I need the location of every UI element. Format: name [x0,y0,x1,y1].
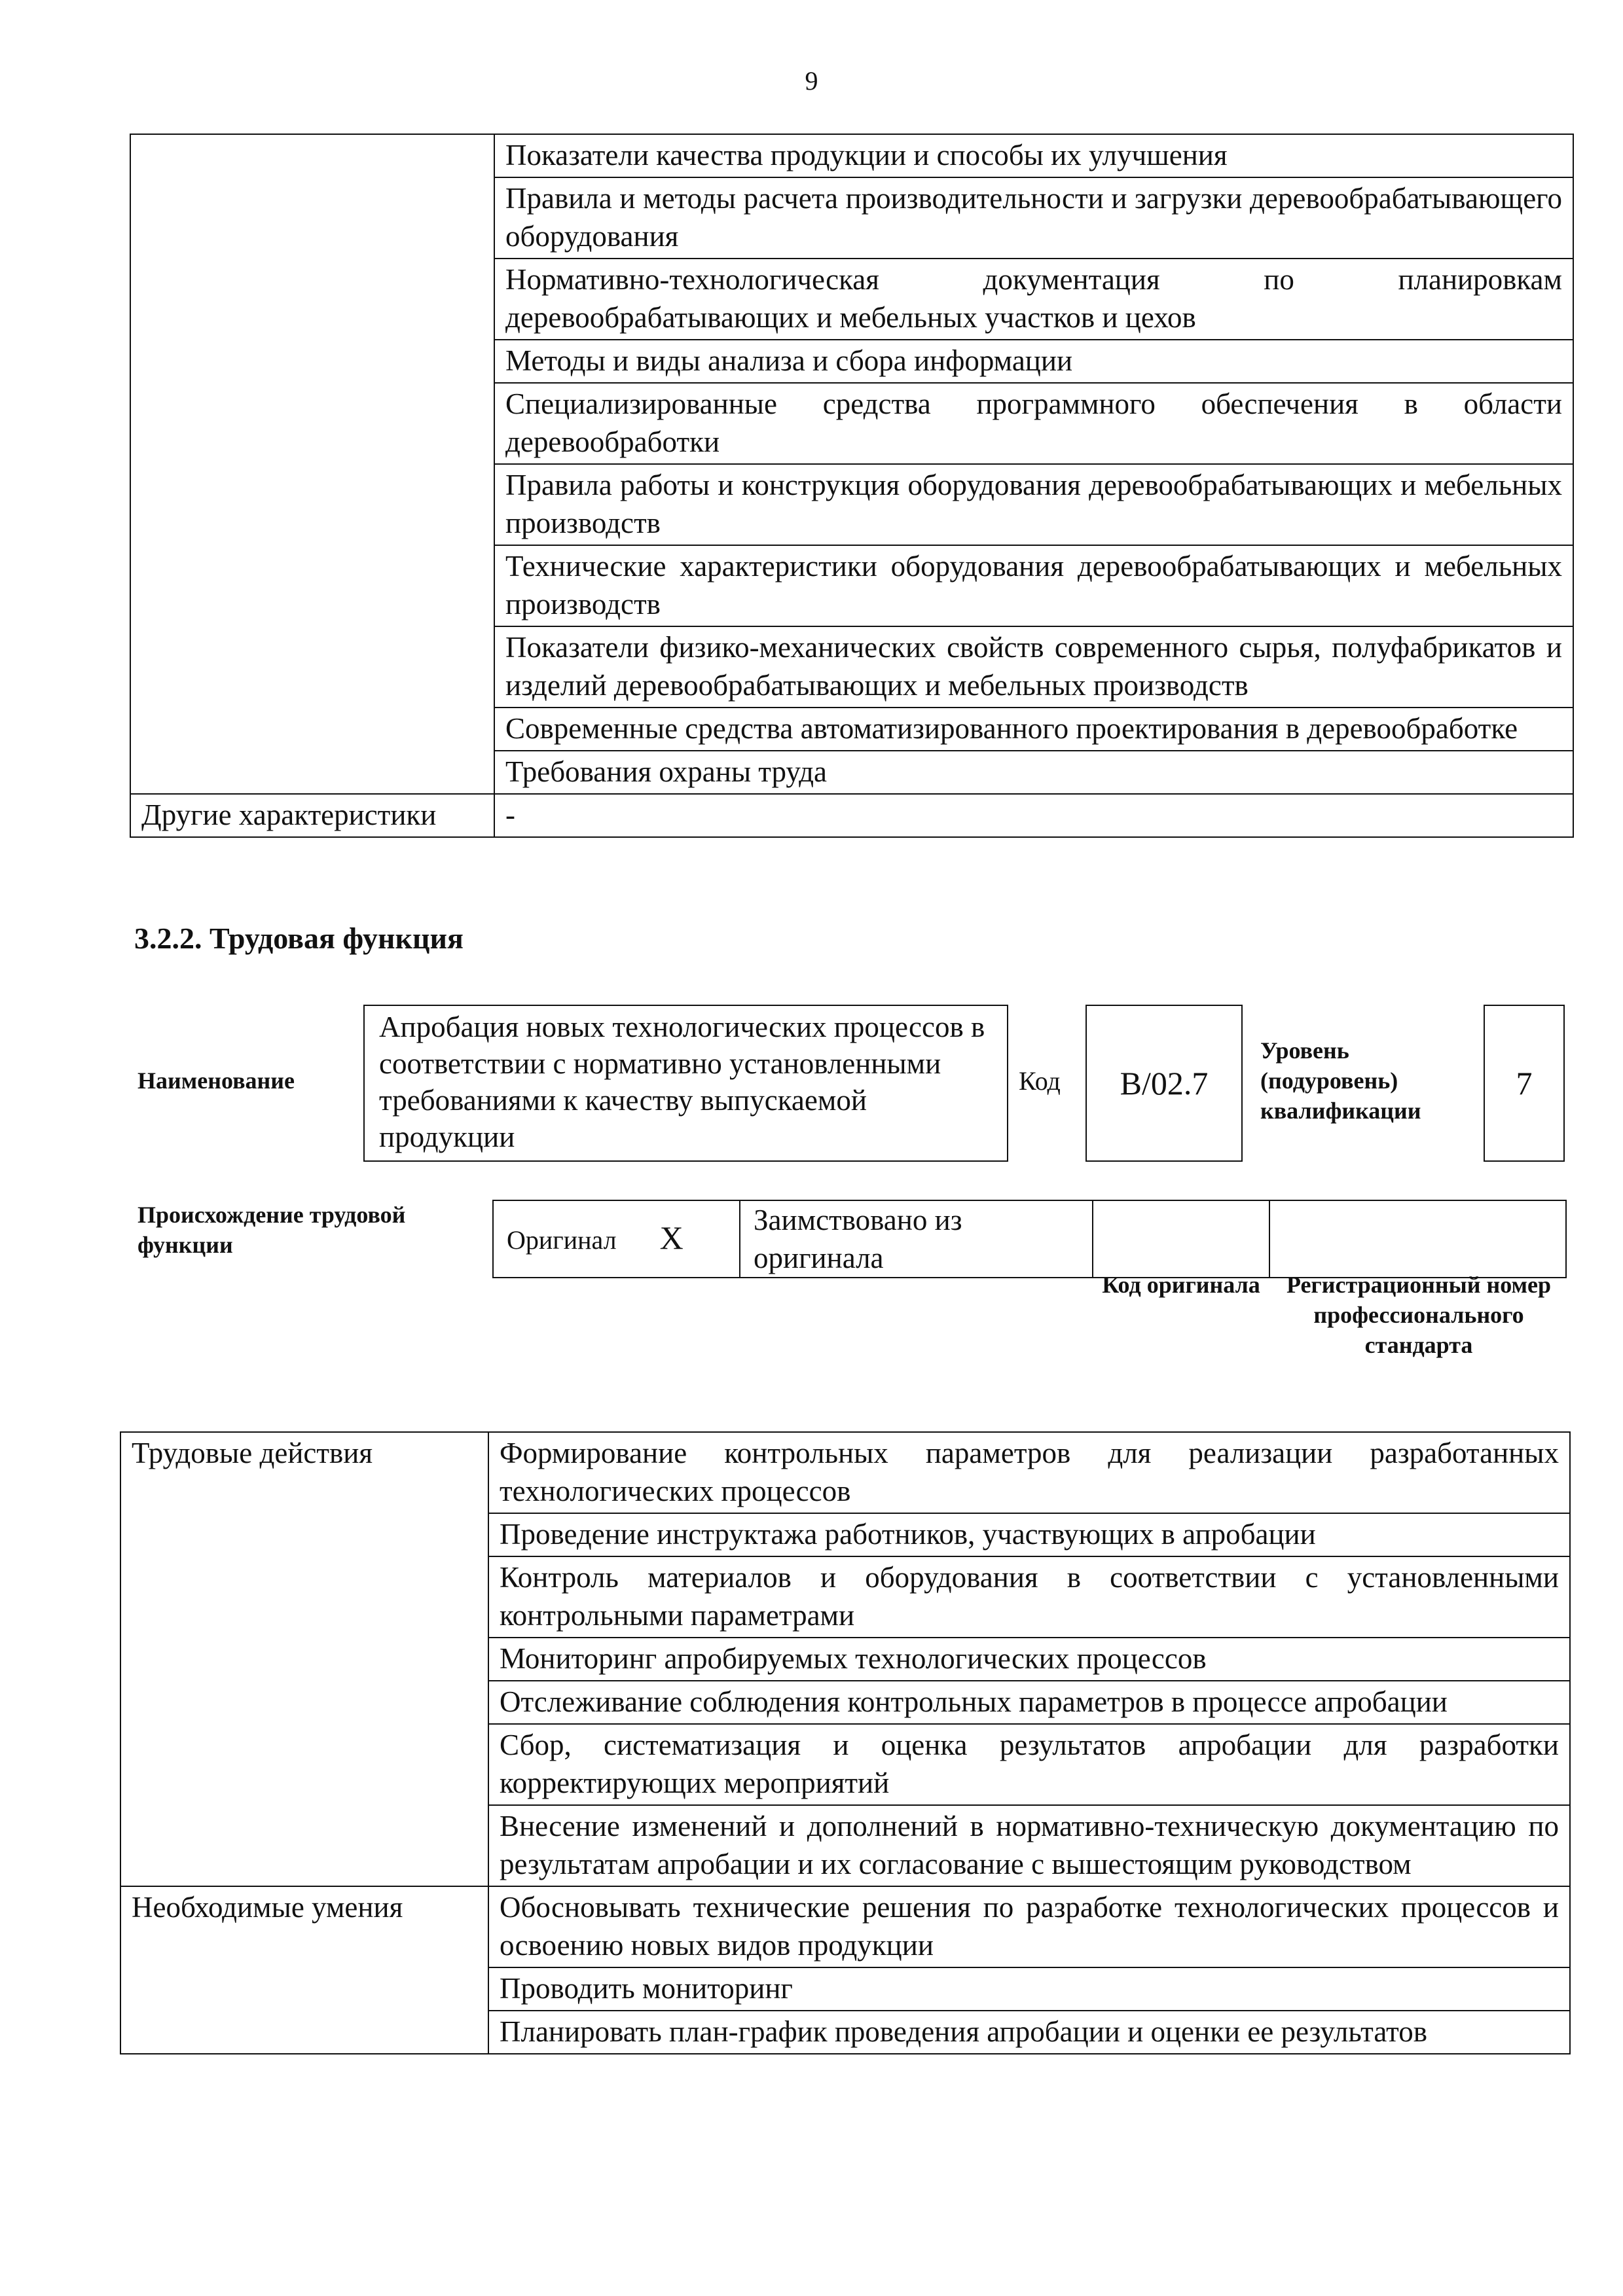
origin-table [492,1200,1567,1278]
origin-label: Происхождение трудовой функции [137,1202,406,1258]
original-code-cell [1093,1200,1269,1278]
action-item: Формирование контрольных параметров для реализации разработанных технологических процессов [488,1432,1570,1513]
level-label [1260,1035,1421,1126]
section-title: 3.2.2. Трудовая функция [134,922,464,955]
table-row [120,1432,1570,1513]
actions-label: Трудовые действия [120,1432,488,1886]
action-item: Проведение инструктажа работников, участвующих в апробации [488,1513,1570,1556]
knowledge-table [130,134,1574,838]
knowledge-item: Правила и методы расчета производительности и загрузки деревообрабатывающего оборудования [494,177,1573,259]
function-details-table [120,1431,1571,2054]
knowledge-item: Требования охраны труда [494,751,1573,794]
original-cell [493,1200,740,1278]
level-value: 7 [1484,1005,1565,1162]
original-label: Оригинал [507,1225,617,1255]
action-item: Внесение изменений и дополнений в нормативно-техническую документацию по результатам апробации и их согласование с вышестоящим руководством [488,1805,1570,1886]
registration-number-caption: Регистрационный номер профессионального стандарта [1286,1272,1552,1358]
knowledge-item: Современные средства автоматизированного проектирования в деревообработке [494,708,1573,751]
other-characteristics-value: - [494,794,1573,837]
level-label-line: (подуровень) [1260,1067,1398,1094]
knowledge-item: Методы и виды анализа и сбора информации [494,340,1573,383]
skill-item: Обосновывать технические решения по разработке технологических процессов и освоению новых видов продукции [488,1886,1570,1967]
knowledge-item: Правила работы и конструкция оборудования деревообрабатывающих и мебельных производств [494,464,1573,545]
knowledge-item: Показатели физико-механических свойств современного сырья, полуфабрикатов и изделий деревообрабатывающих и мебельных производств [494,626,1573,708]
original-code-caption: Код оригинала [1102,1272,1260,1298]
borrowed-label: Заимствовано из оригинала [740,1200,1093,1278]
code-label: Код [1019,1066,1061,1096]
code-value: B/02.7 [1085,1005,1243,1162]
page-number: 9 [805,66,818,96]
level-label-line: квалификации [1260,1098,1421,1124]
action-item: Отслеживание соблюдения контрольных параметров в процессе апробации [488,1681,1570,1724]
table-row [130,794,1573,837]
table-row [120,1886,1570,1967]
level-label-line: Уровень [1260,1037,1349,1064]
empty-label-cell [130,134,494,794]
skills-label: Необходимые умения [120,1886,488,2054]
registration-number-cell [1269,1200,1566,1278]
knowledge-item: Технические характеристики оборудования деревообрабатывающих и мебельных производств [494,545,1573,626]
function-name: Апробация новых технологических процессов в соответствии с нормативно установленными требованиями к качеству выпускаемой продукции [363,1005,1008,1162]
action-item: Мониторинг апробируемых технологических процессов [488,1638,1570,1681]
original-mark: X [659,1219,684,1256]
knowledge-item: Специализированные средства программного обеспечения в области деревообработки [494,383,1573,464]
skill-item: Проводить мониторинг [488,1967,1570,2011]
action-item: Сбор, систематизация и оценка результатов апробации для разработки корректирующих мероприятий [488,1724,1570,1805]
name-label: Наименование [137,1067,295,1094]
table-row [493,1200,1566,1278]
knowledge-item: Нормативно-технологическая документация по планировкам деревообрабатывающих и мебельных участков и цехов [494,259,1573,340]
table-row [130,134,1573,177]
skill-item: Планировать план-график проведения апробации и оценки ее результатов [488,2011,1570,2054]
other-characteristics-label: Другие характеристики [130,794,494,837]
knowledge-item: Показатели качества продукции и способы их улучшения [494,134,1573,177]
action-item: Контроль материалов и оборудования в соответствии с установленными контрольными параметрами [488,1556,1570,1638]
